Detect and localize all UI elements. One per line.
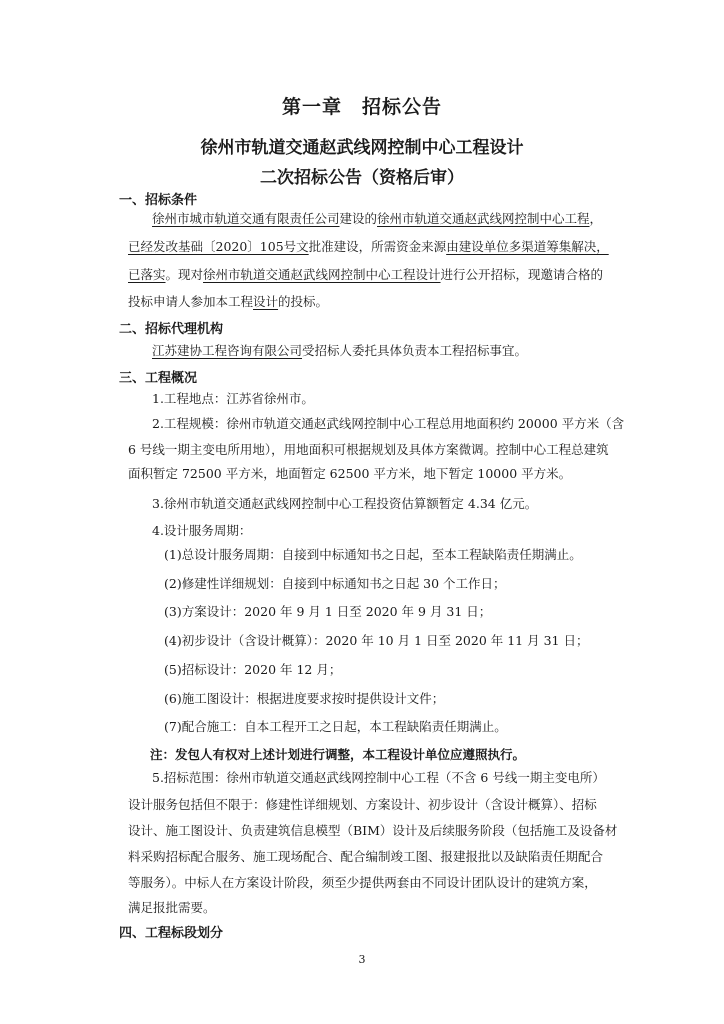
project-title: 徐州市轨道交通赵武线网控制中心工程设计 xyxy=(200,138,524,158)
schedule-note: 注：发包人有权对上述计划进行调整，本工程设计单位应遵照执行。 xyxy=(150,747,526,762)
text-fragment: 受招标人委托具体负责本工程招标事宜。 xyxy=(302,343,528,358)
funding-status: 已落实 xyxy=(128,267,166,282)
tender-project-name: 徐州市轨道交通赵武线网控制中心工程设计 xyxy=(203,267,441,282)
service-item-3: (3)方案设计：2020 年 9 月 1 日至 2020 年 9 月 31 日； xyxy=(164,604,492,619)
notice-title: 二次招标公告（资格后审） xyxy=(260,168,464,188)
agent-name: 江苏建协工程咨询有限公司 xyxy=(152,343,303,358)
overview-scale-line-2: 6 号线一期主变电所用地），用地面积可根据规划及具体方案微调。控制中心工程总建筑 xyxy=(128,442,609,457)
service-item-6: (6)施工图设计：根据进度要求按时提供设计文件； xyxy=(164,691,445,706)
service-item-7: (7)配合施工：自本工程开工之日起，本工程缺陷责任期满止。 xyxy=(164,719,507,734)
text-fragment: ， xyxy=(589,211,603,226)
scope-line-2: 设计服务包括但不限于：修建性详细规划、方案设计、初步设计（含设计概算）、招标 xyxy=(128,797,597,812)
funding-source: 由建设单位多渠道筹集解决， xyxy=(446,239,609,254)
tender-scope: 设计 xyxy=(253,294,279,309)
scope-line-1: 5.招标范围：徐州市轨道交通赵武线网控制中心工程（不含 6 号线一期主变电所） xyxy=(152,770,605,785)
overview-service-period: 4.设计服务周期： xyxy=(152,523,252,538)
scope-line-3: 设计、施工图设计、负责建筑信息模型（BIM）设计及后续服务阶段（包括施工及设备材 xyxy=(128,823,618,838)
page-number: 3 xyxy=(358,953,366,966)
text-fragment: 批准建设，所需资金来源 xyxy=(308,239,447,254)
service-item-1: (1)总设计服务周期：自接到中标通知书之日起，至本工程缺陷责任期满止。 xyxy=(164,547,582,562)
overview-scale-line-1: 2.工程规模：徐州市轨道交通赵武线网控制中心工程总用地面积约 20000 平方米（含 xyxy=(152,416,625,431)
scope-line-4: 料采购招标配合服务、施工现场配合、配合编制竣工图、报建报批以及缺陷责任期配合 xyxy=(128,849,604,864)
section-heading-agent: 二、招标代理机构 xyxy=(119,322,224,337)
section-heading-lots: 四、工程标段划分 xyxy=(119,926,224,941)
service-item-4: (4)初步设计（含设计概算）：2020 年 10 月 1 日至 2020 年 11 月 31 日； xyxy=(164,633,589,648)
section-heading-conditions: 一、招标条件 xyxy=(119,193,198,208)
section-heading-overview: 三、工程概况 xyxy=(119,371,198,386)
text-fragment: 进行公开招标，现邀请合格的 xyxy=(440,267,604,282)
overview-investment: 3.徐州市轨道交通赵武线网控制中心工程投资估算额暂定 4.34 亿元。 xyxy=(152,496,538,511)
conditions-line-3 xyxy=(128,267,603,283)
scope-line-6: 满足报批需要。 xyxy=(128,900,216,915)
approval-document: 已经发改基础〔2020〕105号文 xyxy=(128,239,309,254)
project-name: 徐州市轨道交通赵武线网控制中心工程 xyxy=(377,211,590,226)
service-item-5: (5)招标设计：2020 年 12 月； xyxy=(164,662,342,677)
text-fragment: 投标申请人参加本工程 xyxy=(128,294,254,309)
service-item-2: (2)修建性详细规划：自接到中标通知书之日起 30 个工作日； xyxy=(164,576,506,591)
agent-line xyxy=(152,343,527,359)
text-fragment: 的投标。 xyxy=(278,294,329,309)
overview-scale-line-3: 面积暂定 72500 平方米，地面暂定 62500 平方米，地下暂定 10000 平方米。 xyxy=(128,466,572,481)
conditions-line-4 xyxy=(128,294,328,310)
tenderer-name: 徐州市城市轨道交通有限责任公司 xyxy=(152,211,340,226)
conditions-line-2 xyxy=(128,239,609,255)
scope-line-5: 等服务）。中标人在方案设计阶段，须至少提供两套由不同设计团队设计的建筑方案， xyxy=(128,875,597,890)
conditions-line-1 xyxy=(152,211,602,227)
chapter-title: 第一章 招标公告 xyxy=(281,96,442,118)
text-fragment: 。现对 xyxy=(165,267,204,282)
overview-location: 1.工程地点：江苏省徐州市。 xyxy=(152,391,314,406)
text-fragment: 建设的 xyxy=(339,211,378,226)
